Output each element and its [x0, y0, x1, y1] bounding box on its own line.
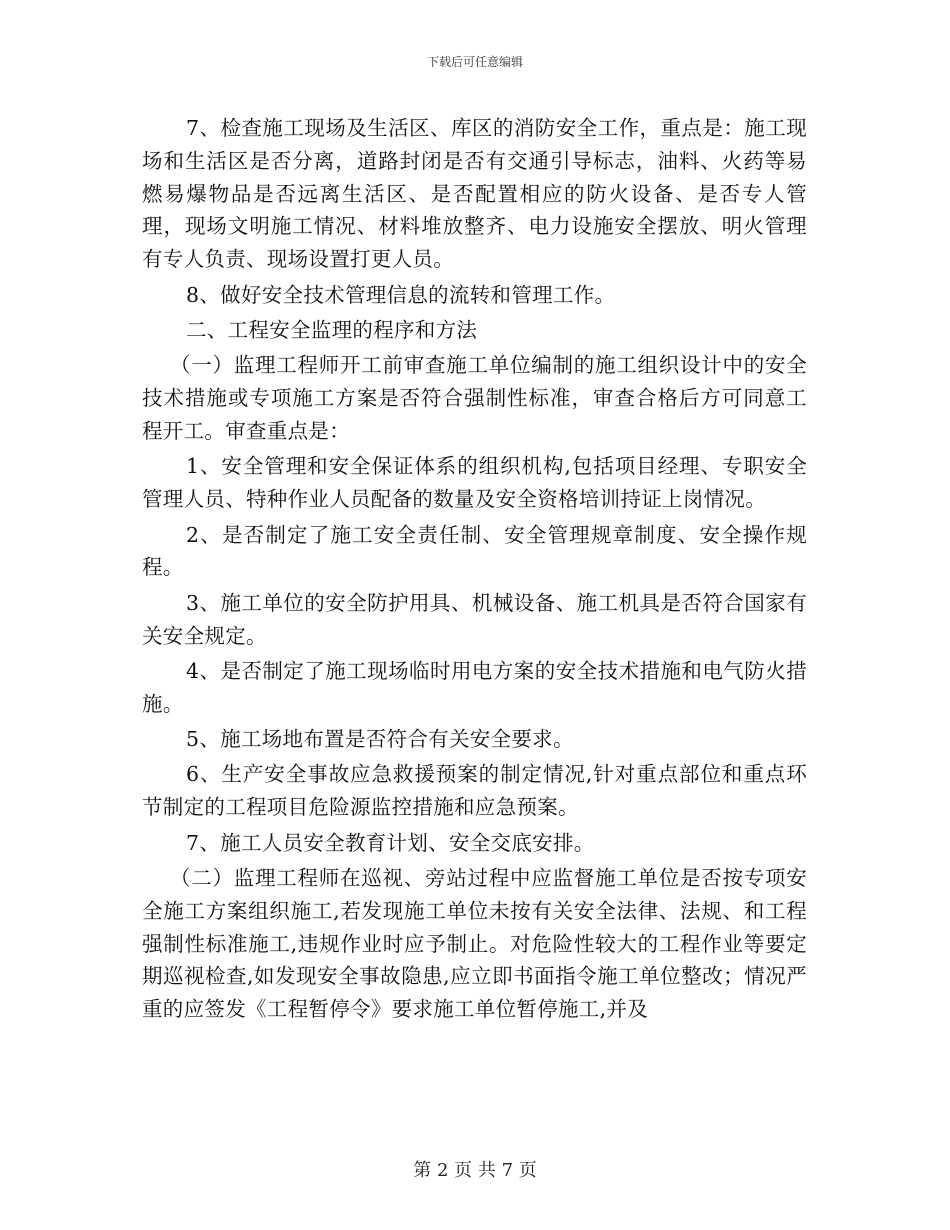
list-item-1: 1、安全管理和安全保证体系的组织机构,包括项目经理、专职安全管理人员、特种作业人员配备的数量及安全资格培训持证上岗情况。 — [142, 454, 807, 512]
list-item-3: 3、施工单位的安全防护用具、机械设备、施工机具是否符合国家有关安全规定。 — [142, 590, 807, 648]
paragraph-inspection-supervision: （二）监理工程师在巡视、旁站过程中应监督施工单位是否按专项安全施工方案组织施工,若发现施工单位未按有关安全法律、法规、和工程强制性标准施工,违规作业时应予制止。对危险性较大的工程作业等要定期巡视检查,如发现安全事故隐患,应立即书面指令施工单位整改；情况严重的应签发《工程暂停令》要求施工单位暂停施工,并及 — [142, 866, 807, 1022]
list-item-6: 6、生产安全事故应急救援预案的制定情况,针对重点部位和重点环节制定的工程项目危险源监控措施和应急预案。 — [142, 762, 807, 820]
document-body — [142, 112, 807, 1029]
paragraph-fire-safety-check: 7、检查施工现场及生活区、库区的消防安全工作，重点是：施工现场和生活区是否分离，道路封闭是否有交通引导标志，油料、火药等易燃易爆物品是否远离生活区、是否配置相应的防火设备、是否专人管理，现场文明施工情况、材料堆放整齐、电力设施安全摆放、明火管理有专人负责、现场设置打更人员。 — [142, 116, 807, 272]
page-header: 下载后可任意编辑 — [426, 55, 523, 69]
list-item-4: 4、是否制定了施工现场临时用电方案的安全技术措施和电气防火措施。 — [142, 658, 807, 716]
list-item-5: 5、施工场地布置是否符合有关安全要求。 — [186, 727, 574, 752]
list-item-2: 2、是否制定了施工安全责任制、安全管理规章制度、安全操作规程。 — [142, 522, 807, 580]
list-item-7: 7、施工人员安全教育计划、安全交底安排。 — [186, 830, 595, 855]
page-number-footer: 第 2 页 共 7 页 — [413, 1160, 537, 1181]
section-heading-procedures: 二、工程安全监理的程序和方法 — [186, 317, 478, 342]
paragraph-info-management: 8、做好安全技术管理信息的流转和管理工作。 — [186, 282, 616, 307]
paragraph-pre-start-review: （一）监理工程师开工前审查施工单位编制的施工组织设计中的安全技术措施或专项施工方案是否符合强制性标准，审查合格后方可同意工程开工。审查重点是： — [142, 353, 807, 443]
